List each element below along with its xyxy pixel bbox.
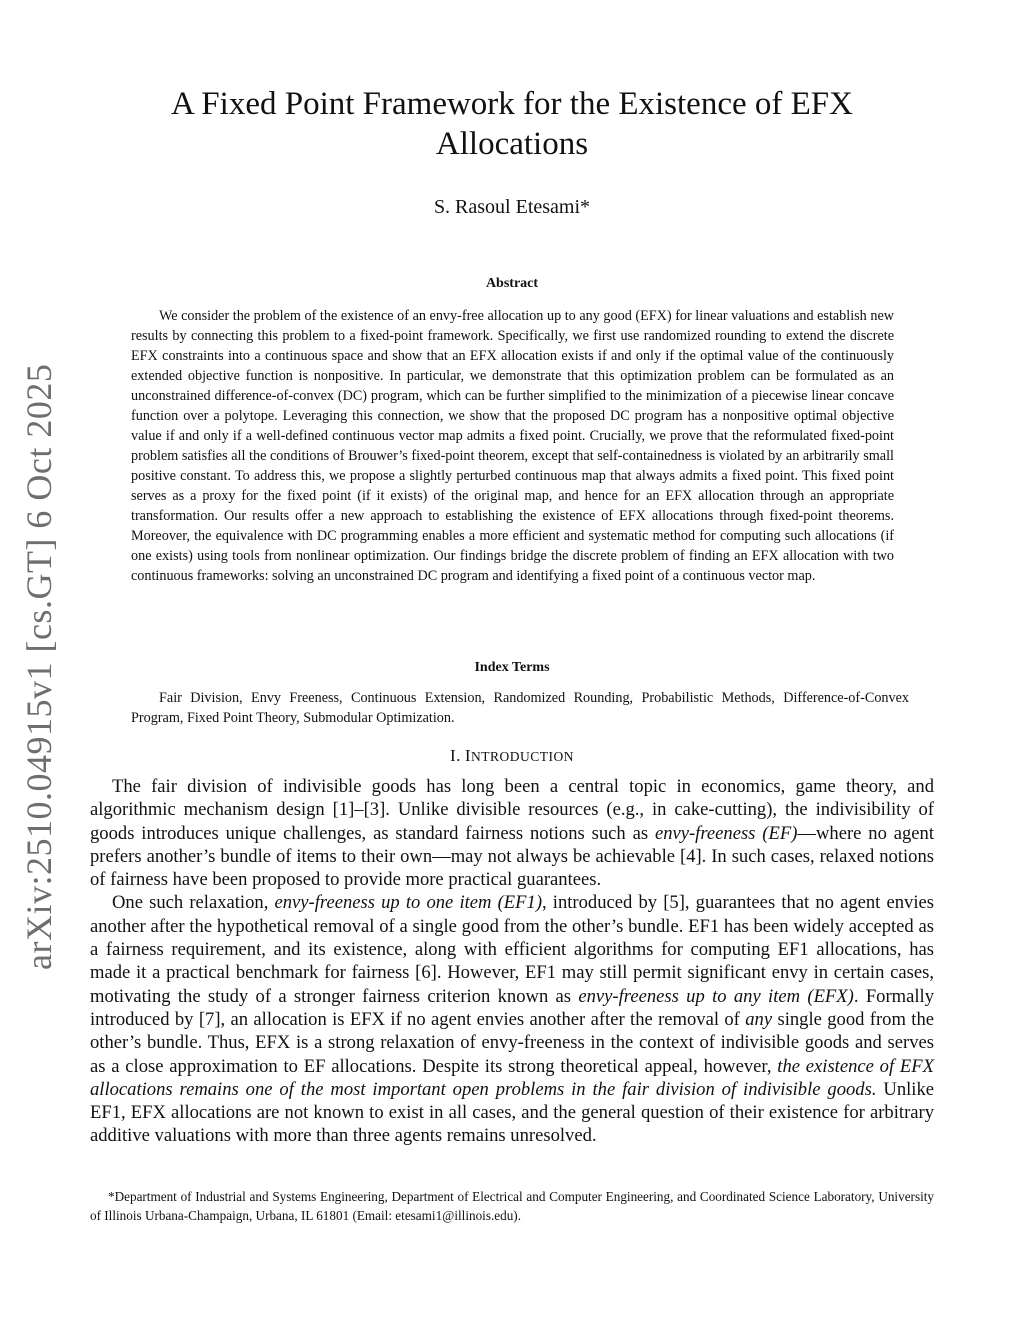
- paragraph-1-text-a: The fair division of indivisible goods has long been a central topic in economics, game theory, and algorithmic mechanism design [1]–[3]. Unlike divisible resources (e.g., in cake-cutting), the indivisibility of goods introduces unique challenges, as standard fairness notions such as: [90, 776, 934, 844]
- paragraph-2-text-c: . Formally introduced by [7], an allocation is EFX if no agent envies another after the removal of: [90, 985, 934, 1030]
- paragraph-2-text-e: Unlike EF1, EFX allocations are not known to exist in all cases, and the general question of their existence for arbitrary additive valuations with more than three agents remains unresolved.: [90, 1078, 934, 1147]
- paragraph-2-emphasis-efx: envy-freeness up to any item (EFX): [578, 985, 854, 1007]
- paragraph-2-text-b: , introduced by [5], guarantees that no agent envies another after the hypothetical removal of a single good from the other’s bundle. EF1 has been widely accepted as a fairness requirement, and its existence, along with efficient algorithms for computing EF1 allocations, has made it a practical benchmark for fairness [6]. However, EF1 may still permit significant envy in certain cases, motivating the study of a stronger fairness criterion known as: [90, 892, 934, 1007]
- paragraph-1: [90, 775, 934, 891]
- section-heading-introduction: [0, 746, 1024, 766]
- abstract-heading: Abstract: [485, 276, 539, 291]
- paragraph-2-text-a: One such relaxation,: [112, 892, 275, 914]
- section-number: I.: [449, 746, 461, 765]
- paper-title: A Fixed Point Framework for the Existence of EFX Allocations: [171, 86, 853, 162]
- introduction-body: [90, 775, 934, 1148]
- arxiv-identifier-stamp: arXiv:2510.04915v1 [cs.GT] 6 Oct 2025: [19, 363, 59, 970]
- index-terms-text: Fair Division, Envy Freeness, Continuous Extension, Randomized Rounding, Probabilistic Methods, Difference-of-Convex Program, Fixed Point Theory, Submodular Optimization.: [131, 690, 909, 726]
- section-title-rest: NTRODUCTION: [471, 749, 575, 764]
- author-affiliation-footnote: *Department of Industrial and Systems Engineering, Department of Electrical and Computer Engineering, and Coordinated Science Laboratory, University of Illinois Urbana-Champaign, Urbana, IL 61801 (Email: etesami1@illinois.edu).: [90, 1189, 934, 1223]
- paragraph-2-emphasis-open-problem: the existence of EFX allocations remains one of the most important open problems in the fair division of indivisible goods.: [90, 1055, 934, 1100]
- author-name: S. Rasoul Etesami*: [433, 196, 591, 218]
- index-terms-heading: Index Terms: [474, 660, 550, 675]
- paragraph-2-emphasis-any: any: [745, 1008, 773, 1030]
- paragraph-2-text-d: single good from the other’s bundle. Thus, EFX is a strong relaxation of envy-freeness in the context of indivisible goods and serves as a close approximation to EF allocations. Despite its strong theoretical appeal, however,: [90, 1008, 934, 1077]
- paragraph-2-emphasis-ef1: envy-freeness up to one item (EF1): [274, 892, 543, 914]
- abstract-text: We consider the problem of the existence of an envy-free allocation up to any good (EFX) for linear valuations and establish new results by connecting this problem to a fixed-point framework. Specifically, we first use randomized rounding to extend the discrete EFX constraints into a continuous space and show that an EFX allocation exists if and only if the optimal value of the continuously extended objective function is nonpositive. In particular, we demonstrate that this optimization problem can be formulated as an unconstrained difference-of-convex (DC) program, which can be further simplified to the minimization of a piecewise linear concave function over a polytope. Leveraging this connection, we show that the proposed DC program has a nonpositive optimal objective value if and only if a well-defined continuous vector map admits a fixed point. Crucially, we prove that the reformulated fixed-point problem satisfies all the conditions of Brouwer’s fixed-point theorem, except that self-containedness is violated by an arbitrarily small positive constant. To address this, we propose a slightly perturbed continuous map that always admits a fixed point. This fixed point serves as a proxy for the fixed point (if it exists) of the original map, and hence for an EFX allocation through an appropriate transformation. Our results offer a new approach to establishing the existence of EFX allocations through fixed-point theorems. Moreover, the equivalence with DC programming enables a more efficient and systematic method for computing such allocations (if one exists) using tools from nonlinear optimization. Our findings bridge the discrete problem of finding an EFX allocation with two continuous frameworks: solving an unconstrained DC program and identifying a fixed point of a continuous vector map.: [131, 308, 894, 584]
- paragraph-1-text-b: —where no agent prefers another’s bundle of items to their own—may not always be achievable [4]. In such cases, relaxed notions of fairness have been proposed to provide more practical guarantees.: [90, 822, 935, 891]
- paragraph-2: [90, 891, 934, 1147]
- section-title-lead: I: [464, 746, 472, 765]
- paragraph-1-emphasis-ef: envy-freeness (EF): [654, 822, 798, 844]
